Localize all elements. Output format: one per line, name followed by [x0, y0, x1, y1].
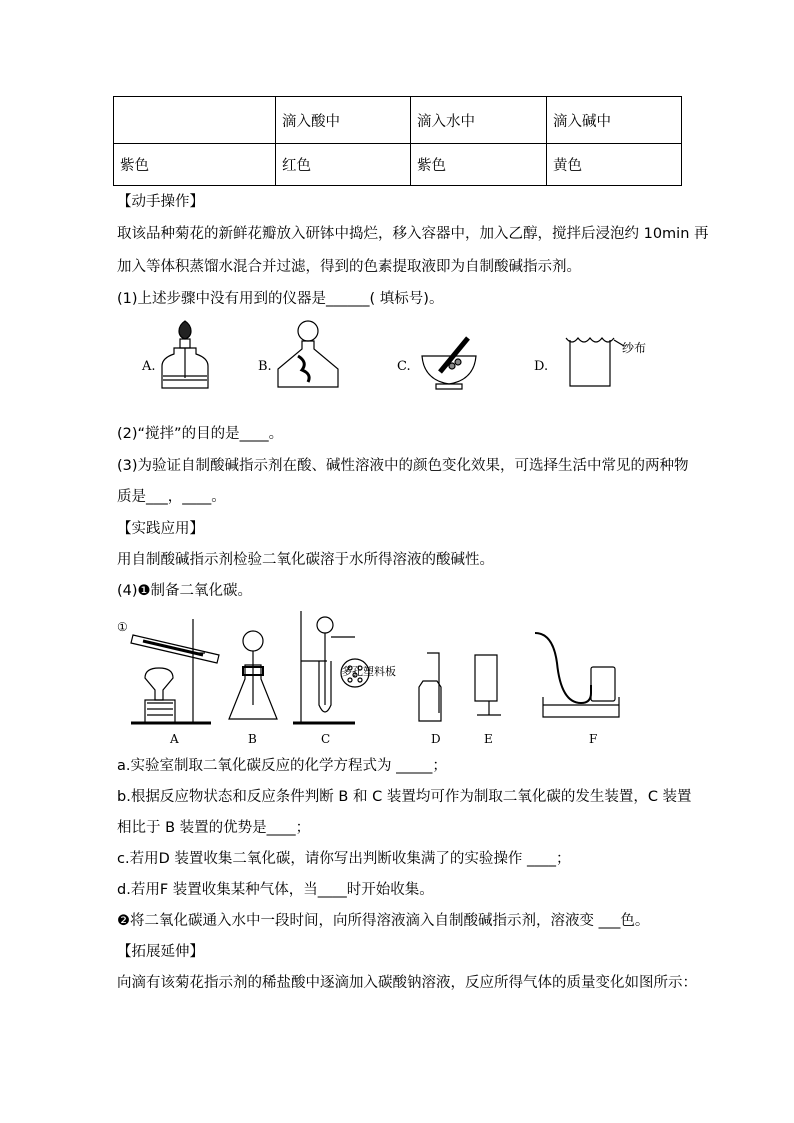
section-heading: 【拓展延伸】: [117, 944, 204, 960]
question-b: b.根据反应物状态和反应条件判断 B 和 C 装置均可作为制取二氧化碳的发生装置，C 装置: [117, 789, 692, 805]
table-row: [114, 144, 682, 186]
label-c: C.: [397, 359, 411, 374]
section-heading: 【动手操作】: [117, 194, 204, 210]
question-3: (3)为验证自制酸碱指示剂在酸、碱性溶液中的颜色变化效果，可选择生活中常见的两种物: [117, 458, 689, 474]
question-5: ❷将二氧化碳通入水中一段时间，向所得溶液滴入自制酸碱指示剂，溶液变 ___色。: [117, 913, 650, 929]
table-cell: 紫色: [411, 144, 547, 186]
question-2: (2)“搅拌”的目的是____。: [117, 426, 284, 442]
table-cell: 红色: [276, 144, 411, 186]
paragraph-line: 加入等体积蒸馏水混合并过滤，得到的色素提取液即为自制酸碱指示剂。: [117, 259, 581, 275]
question-d: d.若用F 装置收集某种气体，当____时开始收集。: [117, 882, 434, 898]
label-a: A.: [142, 359, 156, 374]
label-f: F: [589, 732, 598, 746]
label-b: B: [248, 732, 257, 746]
color-table: [113, 96, 682, 186]
question-1: (1)上述步骤中没有用到的仪器是______( 填标号)。: [117, 291, 444, 307]
apparatus-figure: [115, 605, 655, 750]
label-d: D: [431, 732, 441, 746]
table-cell: 滴入酸中: [276, 97, 411, 144]
section-heading: 【实践应用】: [117, 521, 204, 537]
label-a: A: [170, 732, 179, 746]
question-4: (4)❶制备二氧化碳。: [117, 583, 253, 599]
question-b-cont: 相比于 B 装置的优势是____；: [117, 820, 311, 836]
paragraph-line: 向滴有该菊花指示剂的稀盐酸中逐滴加入碳酸钠溶液，反应所得气体的质量变化如图所示：: [117, 975, 697, 991]
table-cell: 滴入水中: [411, 97, 547, 144]
instruments-figure: [140, 316, 680, 396]
plate-label: 多孔塑料板: [341, 665, 396, 678]
circle-1-marker: ①: [117, 620, 128, 634]
question-3-cont: 质是___，____。: [117, 489, 226, 505]
label-c: C: [321, 732, 331, 746]
table-cell: 紫色: [114, 144, 276, 186]
gauze-label: 纱布: [622, 341, 647, 355]
label-b: B.: [258, 359, 272, 374]
table-cell: [114, 97, 276, 144]
question-a: a.实验室制取二氧化碳反应的化学方程式为 _____；: [117, 758, 447, 774]
paragraph-line: 用自制酸碱指示剂检验二氧化碳溶于水所得溶液的酸碱性。: [117, 552, 494, 568]
table-cell: 滴入碱中: [547, 97, 682, 144]
table-header-row: [114, 97, 682, 144]
table-cell: 黄色: [547, 144, 682, 186]
paragraph-line: 取该品种菊花的新鲜花瓣放入研钵中捣烂，移入容器中，加入乙醇，搅拌后浸泡约 10min 再: [117, 226, 709, 242]
label-e: E: [484, 732, 493, 746]
label-d: D.: [534, 359, 549, 374]
question-c: c.若用D 装置收集二氧化碳，请你写出判断收集满了的实验操作 ____；: [117, 851, 571, 867]
